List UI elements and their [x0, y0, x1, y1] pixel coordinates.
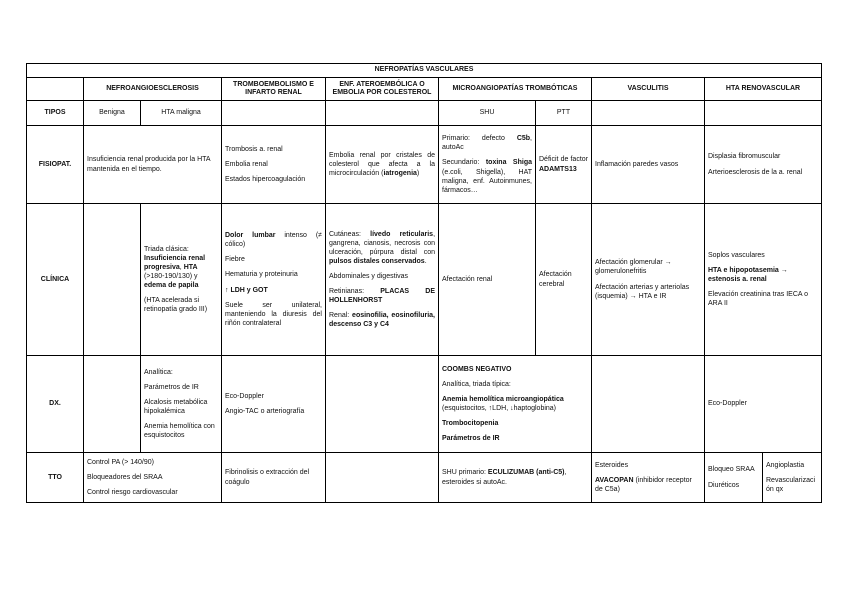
text: Anemia hemolítica con esquistocitos [144, 423, 215, 440]
text [329, 287, 435, 305]
dx-hta-maligna [141, 356, 222, 453]
text: Fiebre [225, 256, 245, 264]
table-title: NEFROPATÍAS VASCULARES [27, 64, 822, 78]
header-ateroembolica: ENF. ATEROEMBÓLICA O EMBOLIA POR COLESTEROL [326, 78, 439, 101]
bold-text: Insuficiencia renal progresiva [144, 254, 206, 271]
text: , gangrena, cianosis, necrosis con ulceración, púrpura distal con [329, 230, 436, 256]
text: Hematuria y proteinuria [225, 271, 298, 279]
header-nefroangioesclerosis: NEFROANGIOESCLEROSIS [84, 78, 222, 101]
empty-cell [84, 204, 141, 356]
fisiopat-hta-item: Arterioesclerosis de la a. renal [708, 168, 803, 176]
bold-text: toxina Shiga [485, 159, 532, 167]
clinica-hta [705, 204, 822, 356]
fisiopat-trombo-item: Embolia renal [225, 160, 268, 168]
empty-cell [84, 356, 141, 453]
tto-hta-a [705, 453, 763, 503]
empty-cell [222, 101, 326, 126]
tto-microangiopatias [439, 453, 592, 503]
text: (>180-190/130) y [144, 272, 198, 280]
bold-text: C5b [516, 135, 531, 143]
fisiopat-hta [705, 126, 822, 204]
empty-cell [705, 101, 822, 126]
fisiopat-nefro [84, 126, 222, 204]
tipo-ptt: PTT [536, 101, 592, 126]
text: , [179, 263, 184, 271]
row-label-dx: DX. [27, 356, 84, 453]
clinica-atero [326, 204, 439, 356]
text: Soplos vasculares [708, 251, 765, 259]
tipo-hta-maligna: HTA maligna [141, 101, 222, 126]
tto-trombo [222, 453, 326, 503]
text: . [424, 257, 427, 265]
text [225, 231, 322, 249]
tto-nefro [84, 453, 222, 503]
bold-text: eosinofilia, eosinofiluria, descenso C3 y C4 [329, 312, 435, 329]
clinica-shu [439, 204, 536, 356]
fisiopat-vasculitis [592, 126, 705, 204]
header-microangiopatias: MICROANGIOPATÍAS TROMBÓTICAS [439, 78, 592, 101]
text: SHU primario: [442, 469, 488, 477]
text [595, 476, 701, 494]
bold-text: HTA [183, 263, 198, 271]
text [442, 419, 588, 428]
empty-cell [326, 453, 439, 503]
bold-text: HTA e hipopotasemia → estenosis a. renal [708, 266, 788, 283]
text: Triada clásica: [144, 245, 189, 253]
empty-cell [326, 101, 439, 126]
text: Afectación glomerular → glomerulonefritis [595, 259, 672, 276]
text: Revascularización qx [766, 476, 816, 494]
empty-cell [326, 356, 439, 453]
bold-text: Anemia hemolítica microangiopática [442, 395, 564, 403]
text: Analítica: [144, 368, 173, 376]
text: Abdominales y digestivas [329, 272, 408, 280]
bold-text: lívedo reticularis [370, 230, 434, 238]
dx-hta [705, 356, 822, 453]
empty-cell [592, 356, 705, 453]
fisiopat-atero [326, 126, 439, 204]
text: Cutáneas: [329, 230, 371, 238]
bold-text: Parámetros de IR [442, 435, 500, 443]
text: Bloqueadores del SRAA [87, 473, 163, 481]
fisiopat-trombo [222, 126, 326, 204]
clinica-hta-maligna [141, 204, 222, 356]
bold-text: ECULIZUMAB (anti-C5) [487, 469, 565, 477]
text: ) [416, 170, 420, 178]
bold-text: COOMBS NEGATIVO [442, 365, 512, 373]
text: Diuréticos [708, 481, 740, 489]
text: Angio-TAC o arteriografía [225, 408, 305, 415]
text [708, 266, 818, 284]
header-hta-renovascular: HTA RENOVASCULAR [705, 78, 822, 101]
text: Esteroides [595, 461, 629, 469]
bold-text: ↑ LDH y GOT [225, 286, 268, 294]
text: Secundario: [442, 159, 486, 167]
clinica-trombo [222, 204, 326, 356]
bold-text: Dolor lumbar [225, 232, 276, 240]
clinica-vasculitis [592, 204, 705, 356]
row-label-tto: TTO [27, 453, 84, 503]
bold-text: ADAMTS13 [539, 165, 577, 173]
text: Bloqueo SRAA [708, 466, 755, 474]
text [225, 286, 322, 295]
text [442, 395, 588, 413]
text: Elevación creatinina tras IECA o ARA II [708, 291, 808, 308]
fisiopat-nefro-text: Insuficiencia renal producida por la HTA mantenida en el tiempo. [87, 156, 211, 173]
row-label-clinica: CLÍNICA [27, 204, 84, 356]
tipo-benigna: Benigna [84, 101, 141, 126]
text: Angioplastia [766, 461, 805, 469]
text: Eco-Doppler [225, 392, 264, 400]
text: Fibrinolisis o extracción del coágulo [225, 469, 310, 486]
text [442, 365, 588, 374]
bold-text: iatrogenia [383, 170, 417, 178]
fisiopat-trombo-item: Trombosis a. renal [225, 145, 283, 153]
row-label-tipos: TIPOS [27, 101, 84, 126]
text: Renal: [329, 312, 353, 320]
header-corner [27, 78, 84, 101]
text: Analítica, triada típica: [442, 380, 511, 388]
text [144, 245, 218, 290]
text: Parámetros de IR [144, 383, 199, 391]
text: , autoAc [442, 135, 532, 152]
dx-microangiopatias [439, 356, 592, 453]
fisiopat-hta-item: Displasia fibromuscular [708, 153, 781, 161]
tto-hta-b [763, 453, 822, 503]
text [329, 311, 435, 329]
tto-vasculitis [592, 453, 705, 503]
empty-cell [592, 101, 705, 126]
text: Afectación renal [442, 275, 493, 283]
text: Embolia renal por cristales de colesterol que afecta a la microcirculación ( [329, 151, 435, 178]
text: (inhibidor receptor de C5a) [595, 476, 692, 494]
fisiopat-shu [439, 126, 536, 204]
text: Suele ser unilateral, manteniendo la diuresis del riñón contralateral [225, 301, 322, 327]
text: Control riesgo cardiovascular [87, 489, 178, 497]
text [442, 434, 588, 443]
text: Déficit de factor [539, 156, 588, 164]
text: (e.coli, Shigella), HAT maligna, enf. Autoinmunes, fármacos… [442, 168, 532, 194]
text: (esquistocitos, ↑LDH, ↓haptoglobina) [442, 405, 557, 412]
text: (HTA acelerada si retinopatía grado III) [144, 297, 208, 314]
fisiopat-ptt [536, 126, 592, 204]
clinica-ptt [536, 204, 592, 356]
header-vasculitis: VASCULITIS [592, 78, 705, 101]
bold-text: AVACOPAN [595, 476, 634, 484]
bold-text: Trombocitopenia [442, 420, 499, 428]
bold-text: PLACAS DE HOLLENHORST [329, 288, 436, 305]
text: Control PA (> 140/90) [87, 458, 154, 466]
text: intenso (≠ cólico) [225, 232, 322, 249]
text: Inflamación paredes vasos [595, 160, 679, 168]
text: , esteroides si autoAc. [442, 469, 567, 486]
vascular-nephropathies-table [26, 63, 822, 503]
row-label-fisiopat: FISIOPAT. [27, 126, 84, 204]
text [329, 230, 435, 266]
bold-text: edema de papila [144, 282, 199, 290]
fisiopat-shu-secundario [442, 158, 532, 194]
text: Eco-Doppler [708, 400, 747, 408]
header-tromboembolismo: TROMBOEMBOLISMO E INFARTO RENAL [222, 78, 326, 101]
text: Afectación cerebral [539, 271, 572, 288]
tipo-shu: SHU [439, 101, 536, 126]
text: Primario: defecto [442, 135, 517, 143]
fisiopat-trombo-item: Estados hipercoagulación [225, 176, 306, 184]
text: Alcalosis metabólica hipokalémica [144, 398, 208, 415]
bold-text: pulsos distales conservados [329, 257, 425, 265]
dx-trombo [222, 356, 326, 453]
text: Afectación arterias y arteriolas (isquemia) → HTA e IR [595, 283, 690, 300]
text: Retinianas: [329, 288, 381, 296]
fisiopat-shu-primario [442, 134, 532, 152]
